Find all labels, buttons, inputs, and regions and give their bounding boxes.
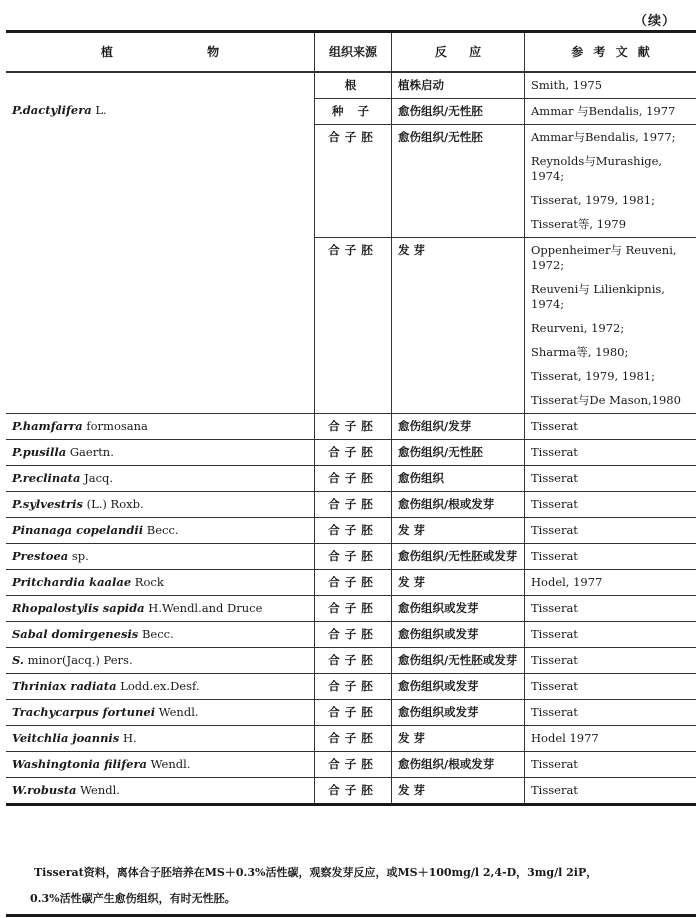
header-row: [6, 32, 696, 73]
plant-genus: P.pusilla: [12, 445, 67, 459]
plant-author: minor(Jacq.) Pers.: [27, 653, 133, 667]
response: 发 芽: [392, 726, 525, 752]
plant-author: Becc.: [146, 523, 179, 537]
tissue-source: 合子胚: [315, 238, 392, 414]
plant-genus: Thriniax radiata: [12, 679, 117, 693]
header-response: 反 应: [392, 32, 525, 73]
reference: Tisserat: [525, 492, 697, 518]
plant-author: (L.) Roxb.: [86, 497, 144, 511]
reference: [525, 99, 697, 125]
plant-genus: P.sylvestris: [12, 497, 83, 511]
tissue-source: 合子胚: [315, 466, 392, 492]
header-plant: 植 物: [6, 32, 315, 73]
table-row: [6, 726, 696, 752]
plant-genus: Washingtonia filifera: [12, 757, 148, 771]
reference: Tisserat: [525, 674, 697, 700]
table-row: [6, 544, 696, 570]
reference: [525, 125, 697, 238]
plant-name: [6, 72, 315, 414]
reference: Tisserat: [525, 440, 697, 466]
tissue-source: 合子胚: [315, 674, 392, 700]
table-row: [6, 414, 696, 440]
plant-name: [6, 570, 315, 596]
plant-author: H.Wendl.and Druce: [148, 601, 263, 615]
response: 愈伤组织/根或发芽: [392, 492, 525, 518]
reference-line: Reuveni与 Lilienkipnis, 1974;: [531, 282, 665, 311]
plant-author: Rock: [134, 575, 164, 589]
tissue-source: 合子胚: [315, 570, 392, 596]
table-row: [6, 596, 696, 622]
plant-name: [6, 752, 315, 778]
plant-genus: Veitchlia joannis: [12, 731, 120, 745]
reference-line: Ammar与Bendalis, 1977;: [531, 130, 676, 144]
reference: Hodel, 1977: [525, 570, 697, 596]
table-row: [6, 674, 696, 700]
plant-name: [6, 544, 315, 570]
reference-line: Tisserat, 1979, 1981;: [531, 193, 655, 207]
tissue-source: 合子胚: [315, 414, 392, 440]
plant-genus: Sabal domirgenesis: [12, 627, 139, 641]
plant-name: [6, 622, 315, 648]
plant-genus: Pritchardia kaalae: [12, 575, 132, 589]
response: 发 芽: [392, 778, 525, 805]
response: 发 芽: [392, 570, 525, 596]
plant-name: [6, 700, 315, 726]
plant-tissue-culture-table: [6, 30, 696, 806]
reference: Tisserat: [525, 518, 697, 544]
plant-genus: P.dactylifera: [12, 103, 92, 117]
tissue-source: 合子胚: [315, 726, 392, 752]
plant-genus: W.robusta: [12, 783, 77, 797]
tissue-source: 合子胚: [315, 125, 392, 238]
plant-name: [6, 726, 315, 752]
tissue-source: 合子胚: [315, 492, 392, 518]
footnote-line-1: Tisserat资料，离体合子胚培养在MS＋0.3%活性碳，观察发芽反应，或MS＋100mg/l 2,4-D，3mg/l 2iP，: [34, 866, 598, 879]
reference-line: Tisserat等, 1979: [531, 217, 627, 231]
plant-author: Lodd.ex.Desf.: [120, 679, 200, 693]
tissue-source: 合子胚: [315, 648, 392, 674]
plant-author: H.: [122, 731, 137, 745]
tissue-source: 合子胚: [315, 544, 392, 570]
header-reference: 参 考 文 献: [525, 32, 697, 73]
plant-name: [6, 518, 315, 544]
plant-author: Wendl.: [158, 705, 199, 719]
plant-author: Becc.: [141, 627, 174, 641]
header-tissue-source: 组织来源: [315, 32, 392, 73]
response: 愈伤组织/根或发芽: [392, 752, 525, 778]
plant-author: formosana: [86, 419, 148, 433]
table-row: [6, 492, 696, 518]
response: 愈伤组织或发芽: [392, 596, 525, 622]
plant-genus: Prestoea: [12, 549, 69, 563]
response: 愈伤组织/无性胚或发芽: [392, 544, 525, 570]
plant-author: L.: [95, 103, 107, 117]
tissue-source: 种 子: [315, 99, 392, 125]
plant-author: Wendl.: [80, 783, 120, 797]
reference-line: Ammar 与Bendalis, 1977: [531, 104, 676, 118]
table-row: [6, 466, 696, 492]
reference: Tisserat: [525, 778, 697, 805]
reference-line: Reynolds与Murashige, 1974;: [531, 154, 663, 183]
plant-name: [6, 466, 315, 492]
reference: Tisserat: [525, 622, 697, 648]
plant-author: Gaertn.: [69, 445, 114, 459]
reference-line: Sharma等, 1980;: [531, 345, 629, 359]
reference-line: Oppenheimer与 Reuveni, 1972;: [531, 243, 677, 272]
table-row: [6, 752, 696, 778]
response: 愈伤组织或发芽: [392, 622, 525, 648]
reference: [525, 238, 697, 414]
table-row: [6, 700, 696, 726]
footnote: [6, 860, 696, 917]
reference: Tisserat: [525, 544, 697, 570]
response: 愈伤组织/无性胚或发芽: [392, 648, 525, 674]
table-row: [6, 778, 696, 805]
reference: Tisserat: [525, 596, 697, 622]
response: 愈伤组织/无性胚: [392, 125, 525, 238]
tissue-source: 合子胚: [315, 622, 392, 648]
plant-author: Wendl.: [150, 757, 191, 771]
plant-name: [6, 674, 315, 700]
response: 发 芽: [392, 238, 525, 414]
plant-genus: P.hamfarra: [12, 419, 83, 433]
table-row: [6, 648, 696, 674]
table-row: [6, 440, 696, 466]
plant-author: Jacq.: [84, 471, 114, 485]
plant-name: [6, 648, 315, 674]
tissue-source: 合子胚: [315, 596, 392, 622]
tissue-source: 合子胚: [315, 700, 392, 726]
reference: Tisserat: [525, 752, 697, 778]
response: 愈伤组织或发芽: [392, 674, 525, 700]
table-row: [6, 622, 696, 648]
reference-line: Reurveni, 1972;: [531, 321, 625, 335]
plant-name: [6, 440, 315, 466]
reference: Tisserat: [525, 466, 697, 492]
table-row-dactylifera-1: [6, 72, 696, 99]
response: 愈伤组织或发芽: [392, 700, 525, 726]
plant-genus: P.reclinata: [12, 471, 81, 485]
tissue-source: 合子胚: [315, 518, 392, 544]
reference: Tisserat: [525, 414, 697, 440]
reference-line: Tisserat, 1979, 1981;: [531, 369, 655, 383]
tissue-source: 合子胚: [315, 778, 392, 805]
table-row: [6, 570, 696, 596]
footnote-line-2: 0.3%活性碳产生愈伤组织，有时无性胚。: [30, 892, 236, 905]
response: 愈伤组织: [392, 466, 525, 492]
reference: [525, 72, 697, 99]
response: 愈伤组织/无性胚: [392, 440, 525, 466]
reference-line: Smith, 1975: [531, 78, 603, 92]
plant-name: [6, 414, 315, 440]
continued-label: （续）: [633, 14, 676, 29]
reference: Hodel 1977: [525, 726, 697, 752]
plant-name: [6, 596, 315, 622]
reference: Tisserat: [525, 700, 697, 726]
plant-genus: Pinanaga copelandii: [12, 523, 144, 537]
reference: Tisserat: [525, 648, 697, 674]
tissue-source: 合子胚: [315, 440, 392, 466]
table-row: [6, 518, 696, 544]
tissue-source: 根: [315, 72, 392, 99]
plant-name: [6, 492, 315, 518]
response: 愈伤组织/无性胚: [392, 99, 525, 125]
plant-genus: S.: [12, 653, 24, 667]
plant-author: sp.: [71, 549, 89, 563]
reference-line: Tisserat与De Mason,1980: [531, 393, 681, 407]
plant-name: [6, 778, 315, 805]
tissue-source: 合子胚: [315, 752, 392, 778]
plant-genus: Rhopalostylis sapida: [12, 601, 145, 615]
plant-genus: Trachycarpus fortunei: [12, 705, 156, 719]
response: 发 芽: [392, 518, 525, 544]
response: 愈伤组织/发芽: [392, 414, 525, 440]
response: 植株启动: [392, 72, 525, 99]
